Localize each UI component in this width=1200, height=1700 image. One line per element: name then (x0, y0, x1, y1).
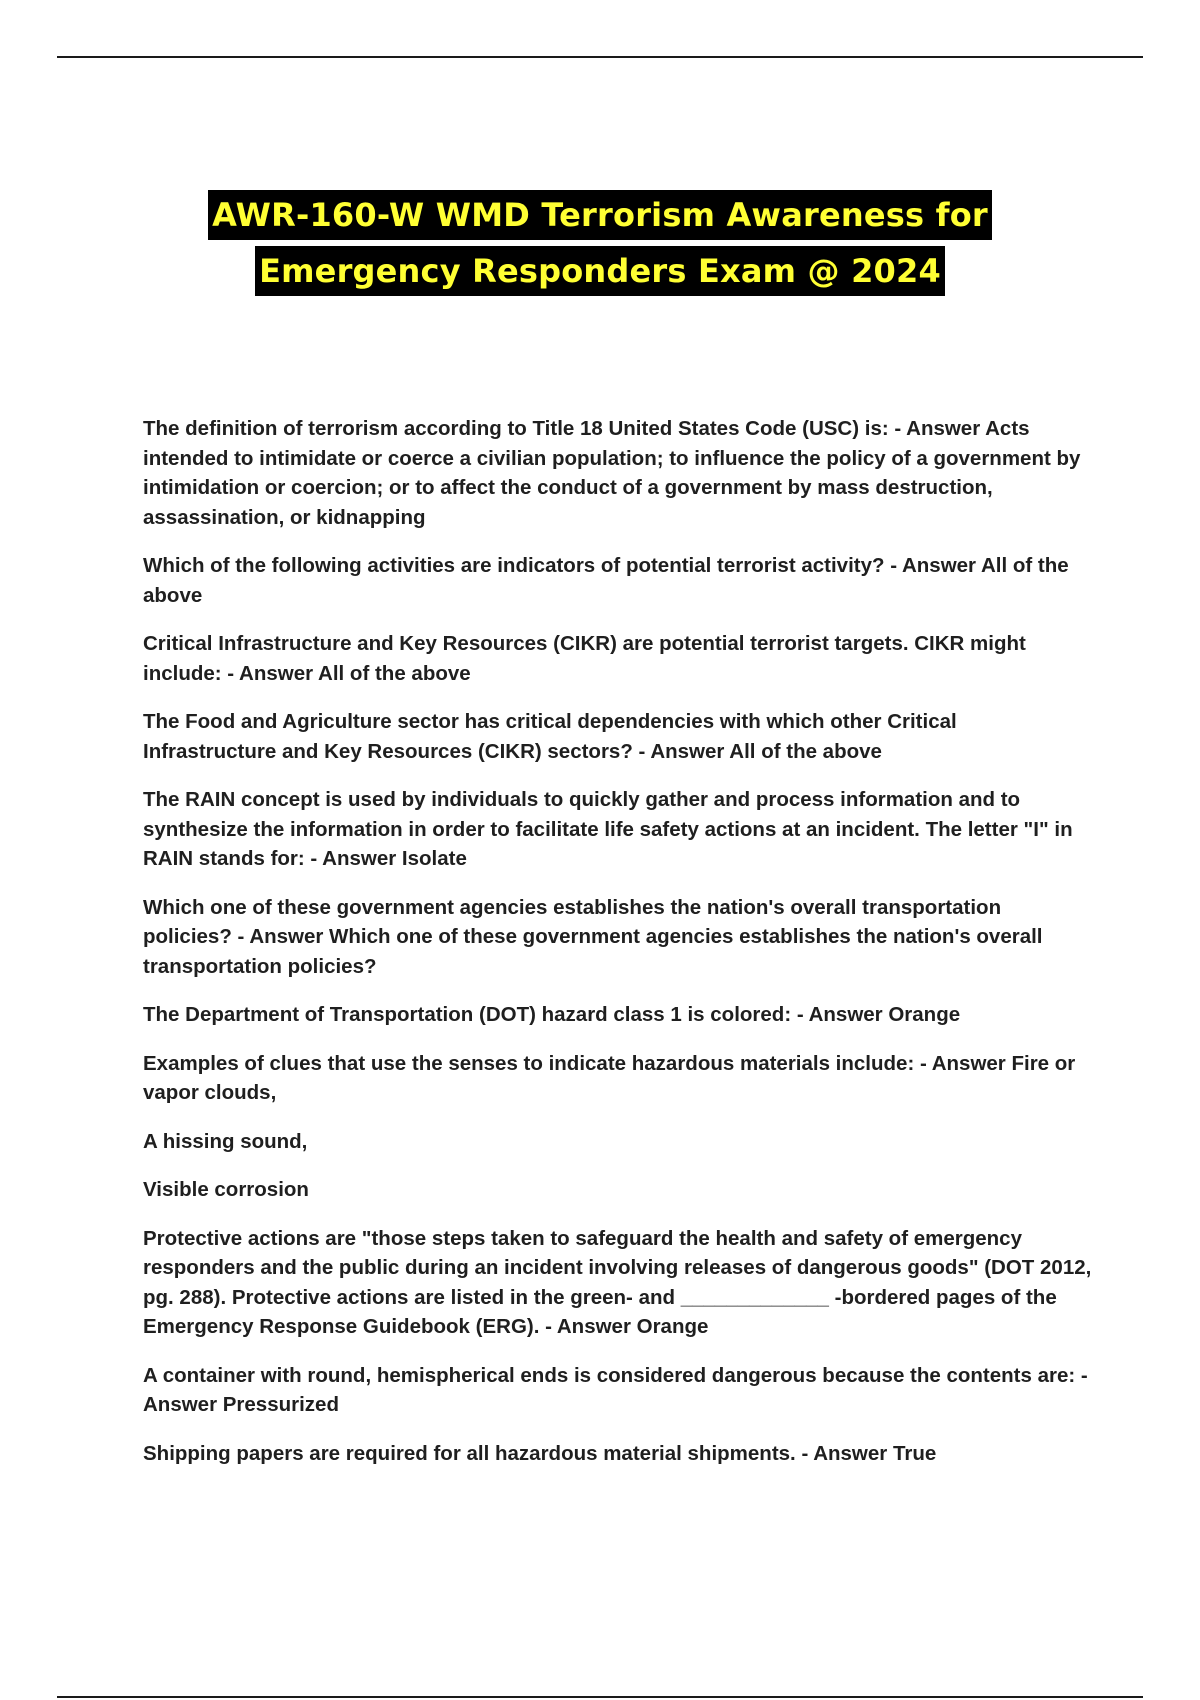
document-title (0, 190, 1200, 296)
qa-item-4: The Food and Agriculture sector has critical dependencies with which other Critical Infrastructure and Key Resources (CIKR) sectors? - Answer All of the above (143, 710, 957, 763)
qa-item-8: Examples of clues that use the senses to indicate hazardous materials include: - Answer Fire or vapor clouds, (143, 1051, 1076, 1104)
title-line-2: Emergency Responders Exam @ 2024 (255, 246, 945, 296)
qa-item-2: Which of the following activities are indicators of potential terrorist activity? - Answer All of the above (143, 554, 1069, 607)
qa-item-3: Critical Infrastructure and Key Resources (CIKR) are potential terrorist targets. CIKR might include: - Answer All of the above (143, 632, 1026, 685)
qa-item-13: Shipping papers are required for all hazardous material shipments. - Answer True (143, 1441, 937, 1465)
qa-item-1: The definition of terrorism according to Title 18 United States Code (USC) is: - Answer Acts intended to intimidate or coerce a civilian population; to influence the policy of a government by intimidation or coercion; or to affect the conduct of a government by mass destruction, assassination, or kidnapping (143, 417, 1081, 529)
qa-item-9: A hissing sound, (143, 1129, 308, 1153)
qa-item-11: Protective actions are "those steps taken to safeguard the health and safety of emergency responders and the public during an incident involving releases of dangerous goods" (DOT 2012, pg. 288). Protective actions are listed in the green- and _____________ -bordered pages of the Emergency Response Guidebook (ERG). - Answer Orange (143, 1226, 1092, 1338)
qa-item-6: Which one of these government agencies establishes the nation's overall transportation policies? - Answer Which one of these government agencies establishes the nation's overall transportation policies? (143, 895, 1043, 978)
qa-item-10: Visible corrosion (143, 1178, 309, 1201)
qa-item-7: The Department of Transportation (DOT) hazard class 1 is colored: - Answer Orange (143, 1003, 961, 1026)
bottom-divider (57, 1696, 1143, 1698)
top-divider (57, 56, 1143, 58)
qa-item-12: A container with round, hemispherical ends is considered dangerous because the contents are: - Answer Pressurized (143, 1363, 1088, 1416)
title-line-1: AWR-160-W WMD Terrorism Awareness for (208, 190, 992, 240)
qa-list (143, 414, 1093, 1487)
qa-item-5: The RAIN concept is used by individuals to quickly gather and process information and to synthesize the information in order to facilitate life safety actions at an incident. The letter "I" in RAIN stands for: - Answer Isolate (143, 788, 1073, 870)
